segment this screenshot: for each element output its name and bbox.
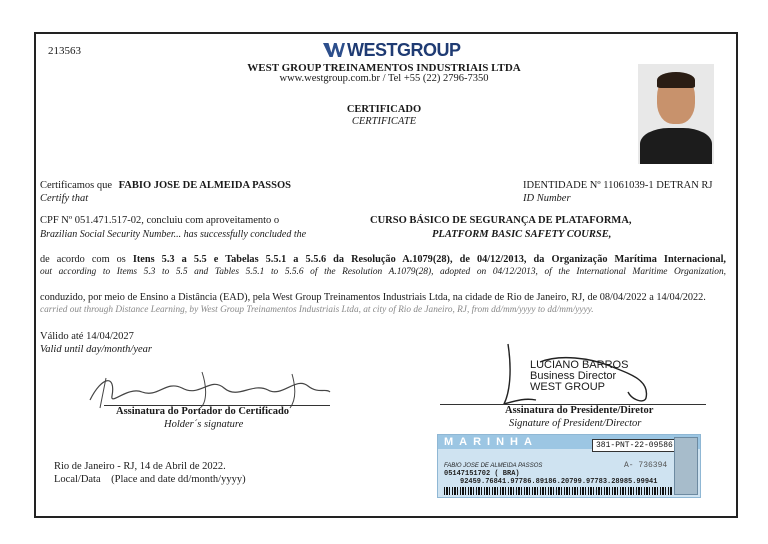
stamp-barcode: [444, 487, 672, 495]
director-name: LUCIANO BARROS: [530, 359, 629, 371]
place-date-en: Local/Data (Place and date dd/month/yyyy): [54, 474, 246, 485]
photo-shirt: [640, 128, 712, 164]
certificate-title-en: CERTIFICATE: [351, 116, 417, 127]
cpf-line-en: Brazilian Social Security Number... has successfully concluded the: [40, 229, 307, 240]
course-name-en: PLATFORM BASIC SAFETY COURSE,: [432, 229, 612, 240]
stamp-seal-icon: [674, 437, 698, 495]
holder-signature-label-en: Holder´s signature: [164, 419, 244, 430]
holder-line: [40, 180, 291, 191]
certify-label: Certificamos que: [40, 180, 113, 191]
accordance-line: [40, 254, 726, 265]
stamp-serial: A- 736394: [624, 461, 668, 470]
certify-label-en: Certify that: [40, 193, 89, 204]
id-number-en: ID Number: [523, 193, 571, 204]
holder-name: FABIO JOSE DE ALMEIDA PASSOS: [118, 180, 291, 191]
director-title: Business Director: [530, 370, 617, 382]
director-signature-label-en: Signature of President/Director: [509, 418, 642, 429]
company-contact: www.westgroup.com.br / Tel +55 (22) 2796-7350: [279, 73, 489, 84]
photo-hair: [657, 72, 695, 88]
place-date: Rio de Janeiro - RJ, 14 de Abril de 2022.: [54, 461, 226, 472]
director-signature-label: Assinatura do Presidente/Diretor: [505, 405, 654, 416]
valid-until: Válido até 14/04/2027: [40, 331, 134, 342]
director-stamp: [530, 360, 628, 393]
id-number: IDENTIDADE Nº 11061039-1 DETRAN RJ: [523, 180, 713, 191]
valid-until-en: Valid until day/month/year: [40, 344, 152, 355]
stamp-digits: 92459.76841.97786.89186.20799.97783.28985.99941: [460, 478, 658, 486]
accordance-line-en: [40, 267, 726, 277]
cpf-line: CPF Nº 051.471.517-02, concluiu com aproveitamento o: [40, 215, 280, 226]
accordance-intro: de acordo com os: [40, 254, 126, 265]
stamp-agency: MARINHA: [444, 436, 538, 448]
holder-photo: [638, 64, 714, 164]
company-name: WEST GROUP TREINAMENTOS INDUSTRIAIS LTDA: [247, 62, 521, 74]
conducted-line: conduzido, por meio de Ensino a Distância (EAD), pela West Group Treinamentos Industriais Ltda, na cidade de Rio de Janeiro, RJ, de 08/04/2022 a 14/04/2022.: [40, 292, 706, 303]
accordance-items: Itens 5.3 a 5.5 e Tabelas 5.5.1 a 5.5.6 da Resolução A.1079(28), de 04/12/2013, da Organização Marítima Internacional,: [132, 254, 726, 265]
logo-text: WESTGROUP: [347, 40, 461, 60]
certificate-title: CERTIFICADO: [346, 104, 422, 115]
company-logo: [323, 40, 461, 61]
accordance-text-en: out according to Items 5.3 to 5.5 and Tables 5.5.1 to 5.5.6 of the Resolution A.1079(28), adopted on 04/12/2013, of the International Maritime Organization,: [40, 267, 726, 277]
stamp-cpf: 05147151702 ( BRA): [444, 470, 520, 478]
document-number: 213563: [48, 45, 81, 57]
conducted-line-en: carried out through Distance Learning, by West Group Treinamentos Industriais Ltda, at city of Rio de Janeiro, RJ, from dd/mm/yyyy to dd/mm/yyyy.: [40, 305, 594, 315]
navy-authentication-stamp: [437, 434, 701, 498]
holder-signature-label: Assinatura do Portador do Certificado: [116, 406, 290, 417]
westgroup-logo-mark-icon: [323, 43, 345, 57]
stamp-code: 381-PNT-22-09586: [592, 439, 677, 452]
director-company: WEST GROUP: [530, 381, 605, 393]
stamp-holder-name: FABIO JOSE DE ALMEIDA PASSOS: [444, 463, 543, 469]
course-name: CURSO BÁSICO DE SEGURANÇA DE PLATAFORMA,: [370, 215, 632, 226]
